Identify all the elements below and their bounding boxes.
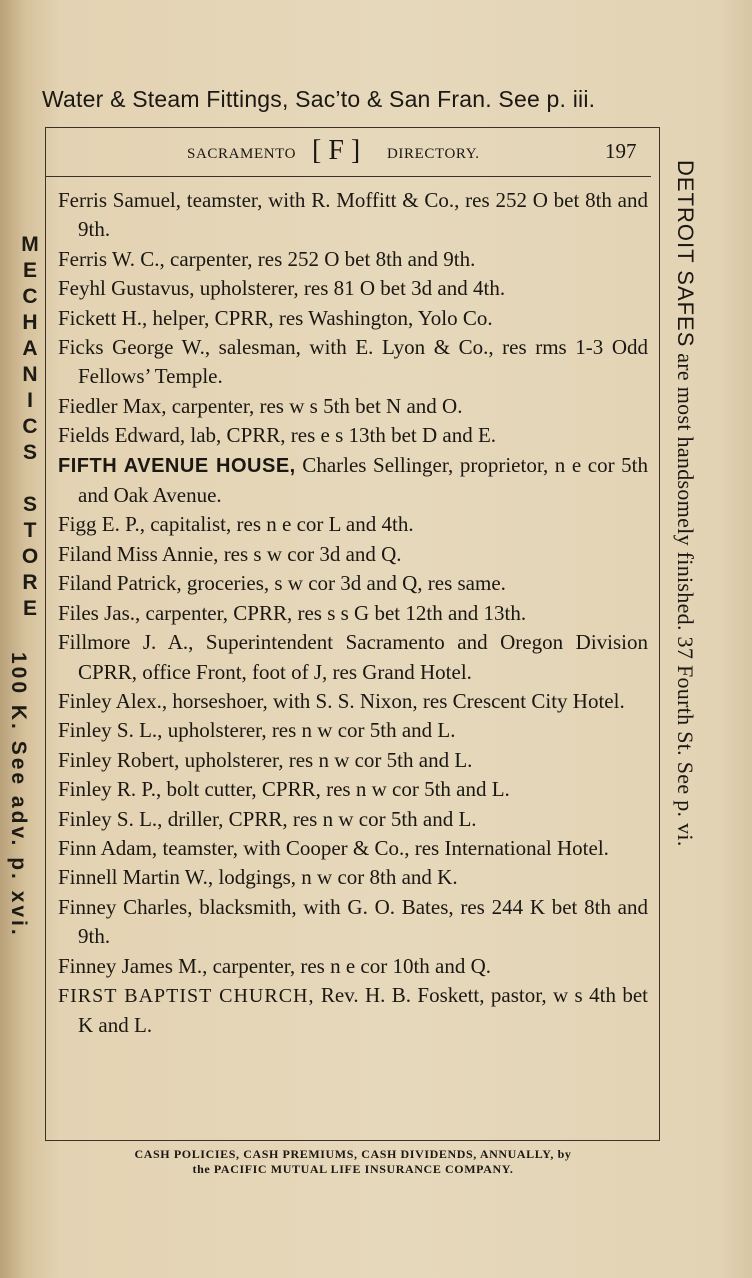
- entry-name: Finley S. L.,: [58, 718, 163, 743]
- directory-entry: [58, 274, 648, 303]
- directory-entry: [58, 599, 648, 628]
- directory-entry: [58, 775, 648, 804]
- entry-details: capitalist, res n e cor L and 4th.: [144, 512, 414, 537]
- directory-entry: [58, 245, 648, 274]
- right-margin-advert: [672, 160, 698, 847]
- entry-name: Fields Edward,: [58, 423, 186, 448]
- footer-advert: [48, 1147, 658, 1177]
- entry-details: Superintendent Sacramento and Oregon Division CPRR, office Front, foot of J, res Grand Hotel.: [78, 630, 648, 684]
- left-advert-letter: C: [22, 285, 38, 308]
- left-advert-letter: E: [22, 597, 37, 620]
- entry-name: Finney James M.,: [58, 953, 208, 978]
- header-rule: [45, 176, 651, 177]
- directory-entry: [58, 716, 648, 745]
- entry-name: Ficks George W.,: [58, 335, 211, 360]
- top-advert-header: Water & Steam Fittings, Sac’to & San Fran. See p. iii.: [42, 86, 596, 112]
- left-advert-letter: R: [22, 571, 38, 594]
- entry-details: salesman, with E. Lyon & Co., res rms 1-3 Odd Fellows’ Temple.: [78, 335, 648, 389]
- left-advert-word-mechanics: [10, 232, 50, 466]
- entry-details: lodgings, n w cor 8th and K.: [213, 865, 458, 890]
- entry-details: blacksmith, with G. O. Bates, res 244 K bet 8th and 9th.: [78, 894, 648, 949]
- directory-entry: [58, 186, 648, 245]
- entry-name: Finney Charles,: [58, 894, 193, 919]
- directory-entry: [58, 746, 648, 775]
- entry-business-name: FIFTH AVENUE HOUSE,: [58, 454, 296, 477]
- entry-details: lab, CPRR, res e s 13th bet D and E.: [185, 423, 497, 448]
- entry-details: teamster, with Cooper & Co., res International Hotel.: [157, 835, 609, 860]
- footer-line-2: the PACIFIC MUTUAL LIFE INSURANCE COMPANY.: [192, 1162, 514, 1176]
- entry-details: teamster, with R. Moffitt & Co., res 252 O bet 8th and 9th.: [78, 188, 649, 242]
- left-advert-letter: S: [22, 441, 37, 464]
- entry-details: res s w cor 3d and Q.: [218, 541, 402, 566]
- directory-entry: [58, 687, 648, 716]
- entry-name: Finnell Martin W.,: [58, 865, 214, 890]
- directory-entry: [58, 392, 648, 421]
- entry-details: horseshoer, with S. S. Nixon, res Crescent City Hotel.: [167, 688, 625, 713]
- directory-entry: [58, 893, 648, 952]
- entry-details: carpenter, res w s 5th bet N and O.: [166, 393, 463, 418]
- directory-entry: [58, 628, 648, 687]
- left-advert-word-store: [10, 492, 50, 622]
- directory-entry: [58, 834, 648, 863]
- directory-entry: [58, 540, 648, 569]
- entry-name: Finley R. P.,: [58, 777, 162, 802]
- entry-details: Charles Sellinger, proprietor, n e cor 5th and Oak Avenue.: [78, 452, 648, 508]
- entry-name: Finley S. L.,: [58, 806, 163, 831]
- entry-name: Ferris Samuel,: [58, 188, 182, 212]
- entry-details: upholsterer, res 81 O bet 3d and 4th.: [194, 276, 506, 301]
- entry-name: Filand Miss Annie,: [58, 541, 219, 566]
- entry-name: Finley Alex.,: [58, 688, 168, 713]
- left-advert-letter: N: [22, 363, 38, 386]
- left-advert-letter: M: [21, 233, 39, 256]
- right-advert-lead: DETROIT SAFES: [673, 160, 698, 348]
- entry-name: Ferris W. C.,: [58, 246, 165, 271]
- right-advert-text: are most handsomely finished. 37 Fourth St. See p. vi.: [673, 347, 698, 847]
- entry-name: Finley Robert,: [58, 747, 180, 772]
- directory-entry: [58, 981, 648, 1041]
- entry-name: Finn Adam,: [58, 835, 158, 860]
- directory-entry: [58, 304, 648, 333]
- left-advert-letter: S: [22, 493, 37, 516]
- entry-details: upholsterer, res n w cor 5th and L.: [179, 747, 473, 772]
- directory-entry: [58, 863, 648, 892]
- running-head-letter: [ F ]: [312, 135, 361, 166]
- entry-name: Feyhl Gustavus,: [58, 276, 195, 301]
- entry-details: carpenter, res n e cor 10th and Q.: [207, 953, 492, 978]
- left-advert-letter: I: [27, 389, 33, 412]
- entry-name: Fickett H.,: [58, 305, 148, 330]
- entry-details: Rev. H. B. Foskett, pastor, w s 4th bet K and L.: [78, 982, 648, 1038]
- left-advert-letter: O: [21, 545, 39, 568]
- left-advert-letter: T: [23, 519, 37, 542]
- directory-entry: [58, 510, 648, 539]
- left-margin-advert: [7, 232, 50, 1052]
- left-advert-letter: A: [22, 337, 38, 360]
- left-advert-letter: C: [22, 415, 38, 438]
- running-head-city: SACRAMENTO: [187, 146, 297, 162]
- directory-entry: [58, 569, 648, 598]
- entry-name: Fiedler Max,: [58, 393, 167, 418]
- directory-entry: [58, 421, 648, 450]
- directory-entry: [58, 333, 648, 392]
- entry-details: bolt cutter, CPRR, res n w cor 5th and L.: [161, 777, 510, 802]
- entry-details: groceries, s w cor 3d and Q, res same.: [181, 571, 506, 596]
- entry-details: driller, CPRR, res n w cor 5th and L.: [162, 806, 477, 831]
- entry-details: upholsterer, res n w cor 5th and L.: [162, 718, 456, 743]
- running-head-title: DIRECTORY.: [387, 146, 480, 162]
- directory-entries: [58, 186, 648, 1041]
- entry-business-name: FIRST BAPTIST CHURCH,: [58, 984, 315, 1007]
- page-number: 197: [605, 139, 637, 163]
- left-advert-letter: H: [22, 311, 38, 334]
- entry-details: carpenter, res 252 O bet 8th and 9th.: [164, 246, 476, 271]
- directory-entry: [58, 952, 648, 981]
- left-advert-address: 100 K. See adv. p. xvi.: [7, 652, 30, 938]
- running-head: [60, 133, 640, 173]
- entry-details: carpenter, CPRR, res s s G bet 12th and 13th.: [140, 600, 527, 625]
- entry-name: Filand Patrick,: [58, 571, 182, 596]
- left-advert-letter: E: [22, 259, 37, 282]
- entry-details: helper, CPRR, res Washington, Yolo Co.: [147, 305, 493, 330]
- footer-line-1: CASH POLICIES, CASH PREMIUMS, CASH DIVIDENDS, ANNUALLY, by: [134, 1147, 572, 1161]
- directory-entry: [58, 451, 648, 511]
- directory-entry: [58, 805, 648, 834]
- entry-name: Figg E. P.,: [58, 512, 145, 537]
- entry-name: Fillmore J. A.,: [58, 630, 194, 655]
- entry-name: Files Jas.,: [58, 600, 141, 625]
